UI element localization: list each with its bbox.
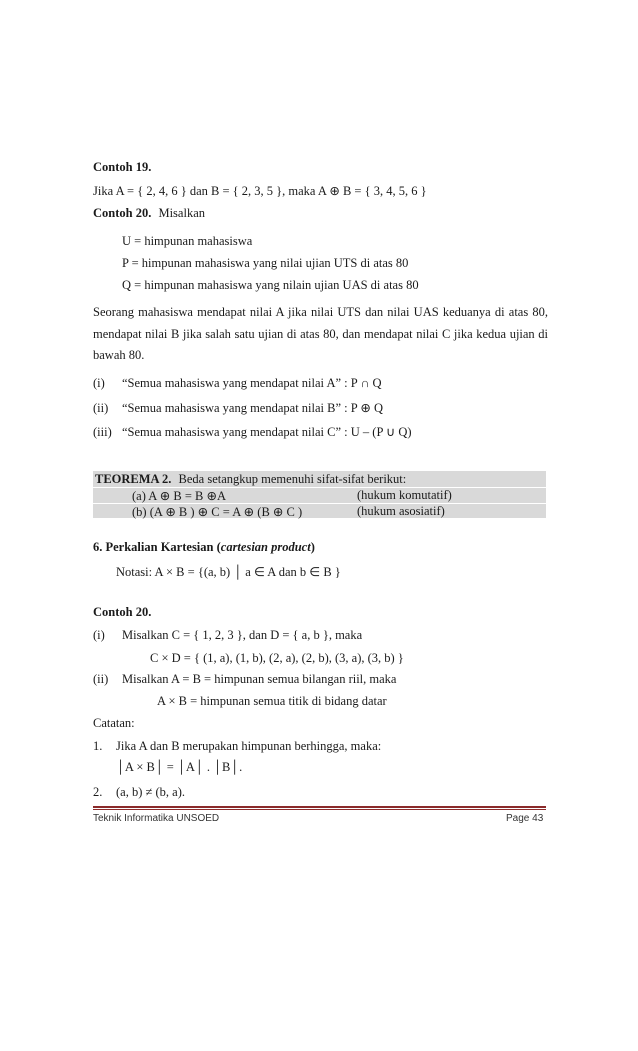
list-number: 2.: [93, 785, 103, 799]
list-number: (i): [93, 376, 105, 390]
cartesian-result-ab: A × B = himpunan semua titik di bidang datar: [157, 694, 387, 708]
definition-u: U = himpunan mahasiswa: [122, 234, 253, 248]
example-item-ii: [93, 672, 396, 687]
list-text: “Semua mahasiswa yang mendapat nilai B” : P ⊕ Q: [122, 401, 383, 415]
definition-q: Q = himpunan mahasiswa yang nilain ujian UAS di atas 80: [122, 278, 419, 292]
list-text: “Semua mahasiswa yang mendapat nilai A” : P ∩ Q: [122, 376, 382, 390]
theorem-row-b-name: (hukum asosiatif): [357, 504, 445, 518]
theorem-title: TEOREMA 2.: [95, 472, 172, 486]
theorem-header: [95, 472, 406, 487]
cardinality-formula: │A × B│ = │A│ . │B│.: [116, 760, 243, 774]
theorem-row-b: (b) (A ⊕ B ) ⊕ C = A ⊕ (B ⊕ C ): [132, 505, 303, 519]
note-2: [93, 785, 185, 800]
page-number: Page 43: [506, 813, 544, 824]
cartesian-result-cd: C × D = { (1, a), (1, b), (2, a), (2, b), (3, a), (3, b) }: [150, 651, 404, 665]
list-item-iii: [93, 424, 412, 440]
theorem-box: [93, 471, 546, 518]
grading-paragraph: Seorang mahasiswa mendapat nilai A jika nilai UTS dan nilai UAS keduanya di atas 80, mendapat nilai B jika salah satu ujian di atas 80, dan mendapat nilai C jika kedua ujian di bawah 80.: [93, 305, 548, 362]
list-text: Jika A dan B merupakan himpunan berhingga, maka:: [116, 739, 382, 753]
footer-rule-thin: [93, 809, 546, 810]
example-item-i: [93, 628, 362, 643]
contoh-19-statement: Jika A = { 2, 4, 6 } dan B = { 2, 3, 5 }, maka A ⊕ B = { 3, 4, 5, 6 }: [93, 184, 427, 198]
list-number: (iii): [93, 425, 112, 439]
list-item-ii: [93, 400, 383, 416]
section-6-title-italic: cartesian product: [220, 540, 311, 554]
list-number: (i): [93, 628, 105, 642]
theorem-row-a-name: (hukum komutatif): [357, 488, 452, 502]
footer-left: Teknik Informatika UNSOED: [93, 813, 220, 824]
definition-p: P = himpunan mahasiswa yang nilai ujian UTS di atas 80: [122, 256, 409, 270]
list-text: Misalkan A = B = himpunan semua bilangan riil, maka: [122, 672, 397, 686]
note-1: [93, 739, 381, 754]
footer-rule: [93, 806, 546, 808]
list-text: “Semua mahasiswa yang mendapat nilai C” : U – (P ∪ Q): [122, 425, 412, 439]
contoh-20b-title: Contoh 20.: [93, 605, 152, 619]
list-text: (a, b) ≠ (b, a).: [116, 785, 185, 799]
theorem-row-a: (a) A ⊕ B = B ⊕A: [132, 489, 226, 503]
list-number: 1.: [93, 739, 103, 753]
section-6-title: [93, 540, 315, 555]
contoh-19-title: Contoh 19.: [93, 160, 152, 174]
section-6-title-text: 6. Perkalian Kartesian (: [93, 540, 221, 554]
contoh-20-intro: Misalkan: [158, 206, 205, 220]
cartesian-notation: Notasi: A × B = {(a, b) │ a ∈ A dan b ∈ B }: [116, 565, 341, 579]
section-6-title-end: ): [310, 540, 315, 554]
list-number: (ii): [93, 401, 109, 415]
list-item-i: [93, 376, 382, 391]
contoh-20-header: [93, 206, 205, 221]
list-number: (ii): [93, 672, 109, 686]
list-text: Misalkan C = { 1, 2, 3 }, dan D = { a, b }, maka: [122, 628, 363, 642]
catatan-label: Catatan:: [93, 716, 135, 730]
theorem-description: Beda setangkup memenuhi sifat-sifat berikut:: [178, 472, 407, 486]
contoh-20-title: Contoh 20.: [93, 206, 152, 220]
